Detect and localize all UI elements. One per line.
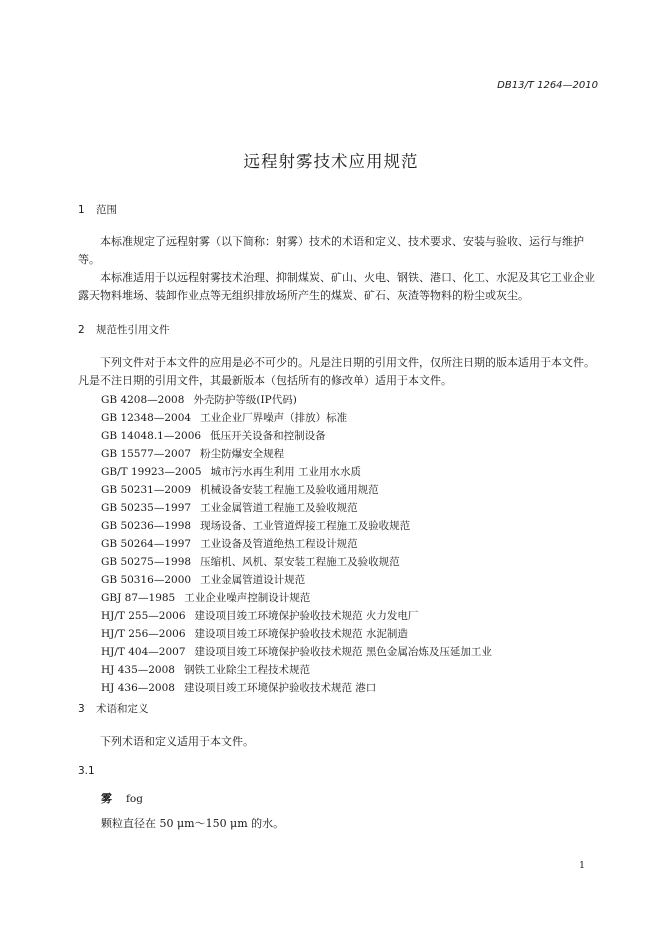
reference-code: GB 14048.1—2006 bbox=[101, 430, 202, 442]
section-title: 术语和定义 bbox=[96, 703, 149, 715]
reference-item bbox=[101, 662, 310, 677]
reference-title: 钢铁工业除尘工程技术规范 bbox=[183, 664, 310, 676]
reference-title: 工业金属管道工程施工及验收规范 bbox=[200, 502, 358, 514]
section-number: 1 bbox=[78, 204, 85, 216]
reference-code: GBJ 87—1985 bbox=[101, 592, 176, 604]
reference-title: 压缩机、风机、泵安装工程施工及验收规范 bbox=[200, 556, 400, 568]
reference-item bbox=[101, 446, 284, 461]
section-title: 范围 bbox=[96, 204, 117, 216]
reference-item bbox=[101, 680, 376, 695]
reference-title: 外壳防护等级(IP代码) bbox=[193, 394, 297, 406]
reference-code: HJ/T 404—2007 bbox=[101, 646, 186, 658]
reference-code: GB 50231—2009 bbox=[101, 484, 192, 496]
term-number: 3.1 bbox=[78, 765, 95, 777]
section-1-heading bbox=[78, 202, 117, 217]
term-definition: 颗粒直径在 50 μm～150 μm 的水。 bbox=[101, 817, 285, 830]
section-title: 规范性引用文件 bbox=[96, 324, 170, 336]
reference-title: 建设项目竣工环境保护验收技术规范 火力发电厂 bbox=[194, 610, 419, 622]
reference-item bbox=[101, 410, 347, 425]
reference-code: GB 50236—1998 bbox=[101, 520, 192, 532]
reference-code: GB 15577—2007 bbox=[101, 448, 192, 460]
term-name bbox=[101, 790, 143, 806]
reference-item bbox=[101, 590, 310, 605]
reference-item bbox=[101, 572, 305, 587]
document-title: 远程射雾技术应用规范 bbox=[243, 152, 419, 171]
reference-code: HJ/T 255—2006 bbox=[101, 610, 186, 622]
section-3-heading bbox=[78, 701, 149, 716]
section-1-paragraph-2: 本标准适用于以远程射雾技术治理、抑制煤炭、矿山、火电、钢铁、港口、化工、水泥及其它工业企业露天物料堆场、装卸作业点等无组织排放场所产生的煤炭、矿石、灰渣等物料的粉尘或灰尘。 bbox=[78, 271, 595, 302]
reference-item bbox=[101, 392, 297, 407]
section-1-paragraph-1: 本标准规定了远程射雾（以下简称：射雾）技术的术语和定义、技术要求、安装与验收、运行与维护等。 bbox=[78, 235, 584, 266]
section-number: 3 bbox=[78, 703, 85, 715]
term-name-cn: 雾 bbox=[101, 792, 112, 805]
reference-code: GB 12348—2004 bbox=[101, 412, 192, 424]
section-2-paragraph-1: 下列文件对于本文件的应用是必不可少的。凡是注日期的引用文件，仅所注日期的版本适用于本文件。凡是不注日期的引用文件，其最新版本（包括所有的修改单）适用于本文件。 bbox=[78, 356, 595, 387]
section-2-heading bbox=[78, 322, 170, 337]
reference-item bbox=[101, 428, 326, 443]
reference-item bbox=[101, 482, 379, 497]
reference-code: GB 50235—1997 bbox=[101, 502, 192, 514]
reference-item bbox=[101, 500, 358, 515]
section-3-paragraph-1: 下列术语和定义适用于本文件。 bbox=[100, 735, 254, 748]
section-number: 2 bbox=[78, 324, 85, 336]
reference-code: HJ 435—2008 bbox=[101, 664, 175, 676]
reference-code: GB 50264—1997 bbox=[101, 538, 192, 550]
reference-item bbox=[101, 644, 492, 659]
reference-item bbox=[101, 536, 358, 551]
reference-title: 工业设备及管道绝热工程设计规范 bbox=[200, 538, 358, 550]
standard-code: DB13/T 1264—2010 bbox=[497, 80, 598, 91]
reference-title: 建设项目竣工环境保护验收技术规范 港口 bbox=[183, 682, 377, 694]
reference-code: HJ/T 256—2006 bbox=[101, 628, 186, 640]
reference-code: GB 50316—2000 bbox=[101, 574, 192, 586]
reference-code: GB/T 19923—2005 bbox=[101, 466, 202, 478]
reference-title: 机械设备安装工程施工及验收通用规范 bbox=[200, 484, 379, 496]
reference-item bbox=[101, 554, 400, 569]
reference-item bbox=[101, 626, 408, 641]
reference-code: HJ 436—2008 bbox=[101, 682, 175, 694]
reference-title: 工业企业噪声控制设计规范 bbox=[184, 592, 311, 604]
reference-title: 建设项目竣工环境保护验收技术规范 水泥制造 bbox=[194, 628, 408, 640]
reference-title: 工业金属管道设计规范 bbox=[200, 574, 306, 586]
reference-title: 城市污水再生利用 工业用水水质 bbox=[210, 466, 361, 478]
page-number: 1 bbox=[578, 860, 585, 871]
reference-title: 低压开关设备和控制设备 bbox=[210, 430, 326, 442]
term-name-en: fog bbox=[126, 793, 143, 805]
reference-title: 现场设备、工业管道焊接工程施工及验收规范 bbox=[200, 520, 411, 532]
reference-item bbox=[101, 464, 361, 479]
reference-item bbox=[101, 608, 418, 623]
reference-code: GB 4208—2008 bbox=[101, 394, 185, 406]
reference-title: 建设项目竣工环境保护验收技术规范 黑色金属冶炼及压延加工业 bbox=[194, 646, 492, 658]
reference-code: GB 50275—1998 bbox=[101, 556, 192, 568]
reference-item bbox=[101, 518, 410, 533]
reference-title: 工业企业厂界噪声（排放）标准 bbox=[200, 412, 348, 424]
reference-title: 粉尘防爆安全规程 bbox=[200, 448, 285, 460]
